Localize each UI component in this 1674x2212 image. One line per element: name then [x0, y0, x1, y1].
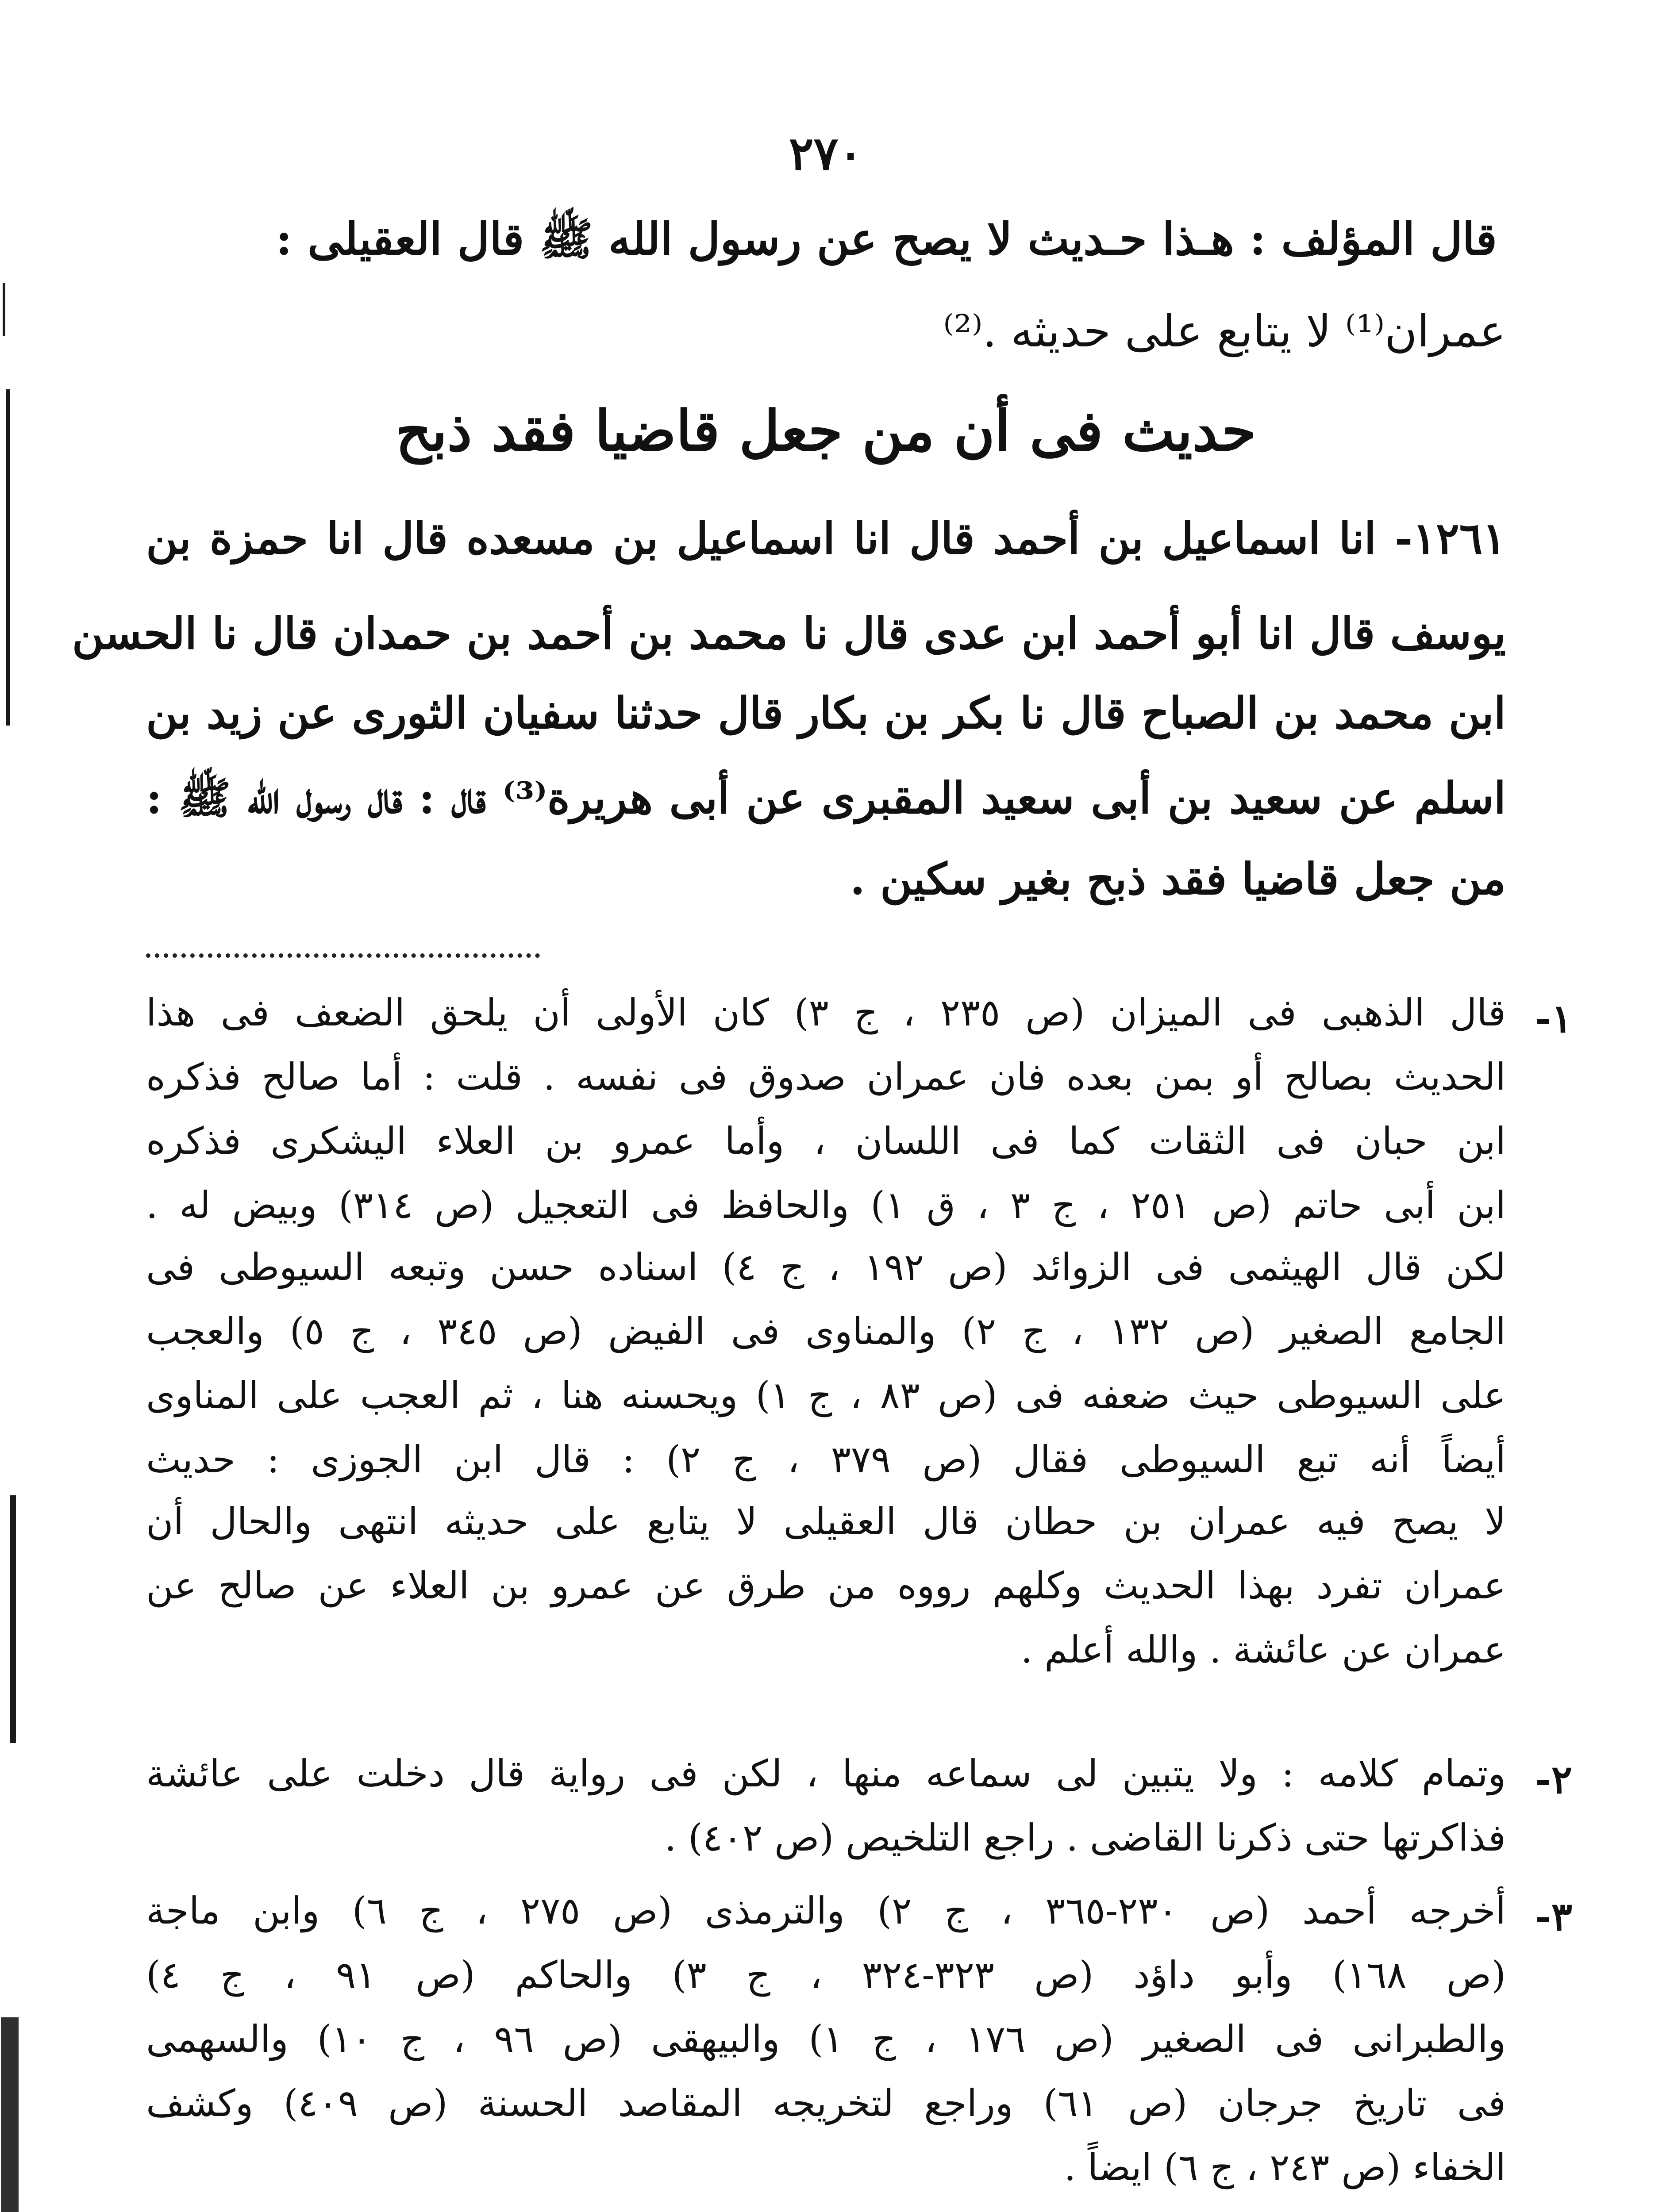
- footnote-marker: ٣-: [1535, 1893, 1572, 1939]
- scan-edge-mark: [6, 389, 10, 726]
- scan-edge-mark: [3, 283, 5, 336]
- footnote-line: لا يصح فيه عمران بن حطان قال العقيلى لا يتابع على حديثه انتهى والحال أن: [146, 1500, 1506, 1543]
- hadith-line: ١٢٦١- انا اسماعيل بن أحمد قال انا اسماعيل بن مسعده قال انا حمزة بن: [146, 513, 1506, 564]
- footnote-marker: ٢-: [1535, 1756, 1572, 1802]
- footnote-line: أخرجه أحمد (ص ٢٣٠-٣٦٥ ، ج ٢) والترمذى (ص ٢٧٥ ، ج ٦) وابن ماجة: [146, 1889, 1506, 1932]
- hadith-line: يوسف قال انا أبو أحمد ابن عدى قال نا محمد بن أحمد بن حمدان قال نا الحسن: [72, 608, 1506, 659]
- intro-line-2: عمران⁽¹⁾ لا يتابع على حديثه .⁽²⁾: [943, 305, 1506, 357]
- footnote-line: أيضاً أنه تبع السيوطى فقال (ص ٣٧٩ ، ج ٢) : قال ابن الجوزى : حديث: [146, 1438, 1506, 1481]
- footnote-line: عمران عن عائشة . والله أعلم .: [1020, 1628, 1506, 1671]
- footnote-line: (ص ١٦٨) وأبو داؤد (ص ٣٢٣-٣٢٤ ، ج ٣) والحاكم (ص ٩١ ، ج ٤): [146, 1953, 1506, 1997]
- intro-line-1: قال المؤلف : هـذا حـديث لا يصح عن رسول الله ﷺ قال العقيلى :: [276, 213, 1497, 265]
- footnote-line: وتمام كلامه : ولا يتبين لى سماعه منها ، لكن فى رواية قال دخلت على عائشة: [146, 1752, 1506, 1795]
- footnote-line: ابن حبان فى الثقات كما فى اللسان ، وأما عمرو بن العلاء اليشكرى فذكره: [146, 1119, 1506, 1163]
- footnote-separator: [146, 953, 540, 958]
- footnote-line: على السيوطى حيث ضعفه فى (ص ٨٣ ، ج ١) ويحسنه هنا ، ثم العجب على المناوى: [146, 1374, 1506, 1417]
- scan-edge-mark: [10, 1495, 16, 1743]
- footnote-line: فى تاريخ جرجان (ص ٦١) وراجع لتخريجه المقاصد الحسنة (ص ٤٠٩) وكشف: [146, 2081, 1506, 2125]
- footnote-line: الخفاء (ص ٢٤٣ ، ج ٦) ايضاً .: [1064, 2146, 1506, 2189]
- scan-edge-mark: [1, 2017, 19, 2212]
- footnote-line: ابن أبى حاتم (ص ٢٥١ ، ج ٣ ، ق ١) والحافظ فى التعجيل (ص ٣١٤) وبيض له .: [146, 1183, 1506, 1227]
- footnote-line: والطبرانى فى الصغير (ص ١٧٦ ، ج ١) والبيهقى (ص ٩٦ ، ج ١٠) والسهمى: [146, 2017, 1506, 2061]
- footnote-line: الجامع الصغير (ص ١٣٢ ، ج ٢) والمناوى فى الفيض (ص ٣٤٥ ، ج ٥) والعجب: [146, 1310, 1506, 1353]
- footnote-line: الحديث بصالح أو بمن بعده فان عمران صدوق فى نفسه . قلت : أما صالح فذكره: [146, 1055, 1506, 1098]
- hadith-line: ابن محمد بن الصباح قال نا بكر بن بكار قال حدثنا سفيان الثورى عن زيد بن: [146, 688, 1506, 739]
- hadith-line: اسلم عن سعيد بن أبى سعيد المقبرى عن أبى هريرة⁽³⁾ قال : قال رسول الله ﷺ :: [146, 773, 1506, 824]
- page-number: ٢٧٠: [789, 126, 863, 180]
- footnote-line: لكن قال الهيثمى فى الزوائد (ص ١٩٢ ، ج ٤) اسناده حسن وتبعه السيوطى فى: [146, 1245, 1506, 1289]
- footnote-line: فذاكرتها حتى ذكرنا القاضى . راجع التلخيص (ص ٤٠٢) .: [664, 1816, 1506, 1859]
- section-heading: حديث فى أن من جعل قاضيا فقد ذبح: [396, 398, 1256, 464]
- footnote-line: قال الذهبى فى الميزان (ص ٢٣٥ ، ج ٣) كان الأولى أن يلحق الضعف فى هذا: [146, 991, 1506, 1034]
- hadith-line: من جعل قاضيا فقد ذبح بغير سكين .: [850, 854, 1506, 905]
- footnote-marker: ١-: [1535, 995, 1572, 1041]
- footnote-line: عمران تفرد بهذا الحديث وكلهم رووه من طرق عن عمرو بن العلاء عن صالح عن: [146, 1564, 1506, 1607]
